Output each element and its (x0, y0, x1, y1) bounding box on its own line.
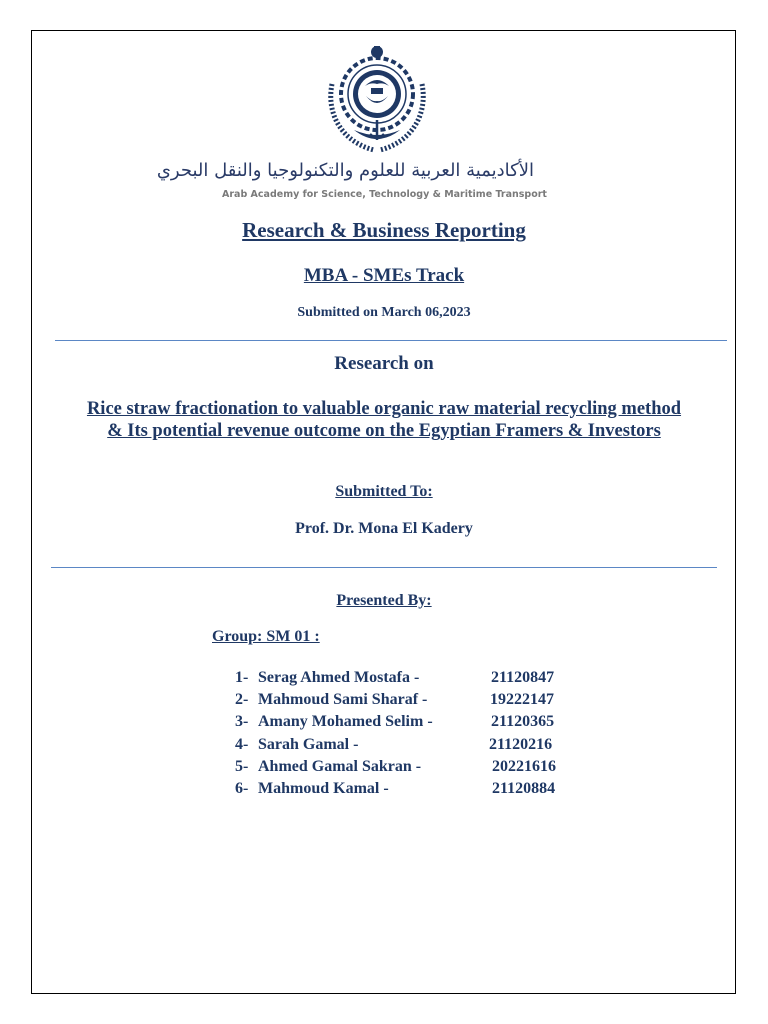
research-on-label: Research on (334, 353, 434, 374)
divider-bottom (51, 567, 717, 568)
research-title (0, 398, 768, 442)
member-number: 1- (235, 669, 249, 686)
member-number: 3- (235, 713, 249, 731)
submitted-to-label: Submitted To: (335, 483, 433, 500)
presented-by-label: Presented By: (336, 592, 432, 609)
group-label: Group: SM 01 : (212, 628, 320, 645)
member-name: Mahmoud Kamal - (258, 779, 389, 797)
member-number: 5- (235, 757, 249, 775)
institution-english-name: Arab Academy for Science, Technology & Maritime Transport (222, 189, 547, 200)
member-number: 4- (235, 735, 249, 753)
divider-top (55, 340, 727, 341)
member-id: 21120216 (489, 735, 553, 753)
aast-emblem-icon (318, 44, 436, 156)
member-id: 21120365 (491, 713, 555, 731)
member-id: 20221616 (492, 757, 556, 775)
member-name: Amany Mohamed Selim - (258, 713, 433, 731)
member-number: 2- (235, 691, 249, 709)
member-name: Ahmed Gamal Sakran - (258, 757, 422, 775)
member-id: 21120884 (492, 779, 556, 797)
recipient-name: Prof. Dr. Mona El Kadery (295, 520, 473, 537)
member-id: 21120847 (491, 669, 555, 686)
institution-arabic-name: الأكاديمية العربية للعلوم والتكنولوجيا والنقل البحري (156, 160, 534, 181)
member-name: Sarah Gamal - (258, 735, 359, 753)
document-title: Research & Business Reporting (242, 218, 526, 242)
member-number: 6- (235, 779, 249, 797)
research-title-line-2: & Its potential revenue outcome on the Egyptian Framers & Investors (107, 421, 661, 441)
member-name: Serag Ahmed Mostafa - (258, 669, 420, 686)
submission-date: Submitted on March 06,2023 (297, 305, 471, 320)
research-title-line-1: Rice straw fractionation to valuable organic raw material recycling method (86, 399, 682, 419)
document-subtitle: MBA - SMEs Track (303, 265, 465, 286)
member-id: 19222147 (490, 691, 554, 709)
member-name: Mahmoud Sami Sharaf - (258, 691, 428, 709)
